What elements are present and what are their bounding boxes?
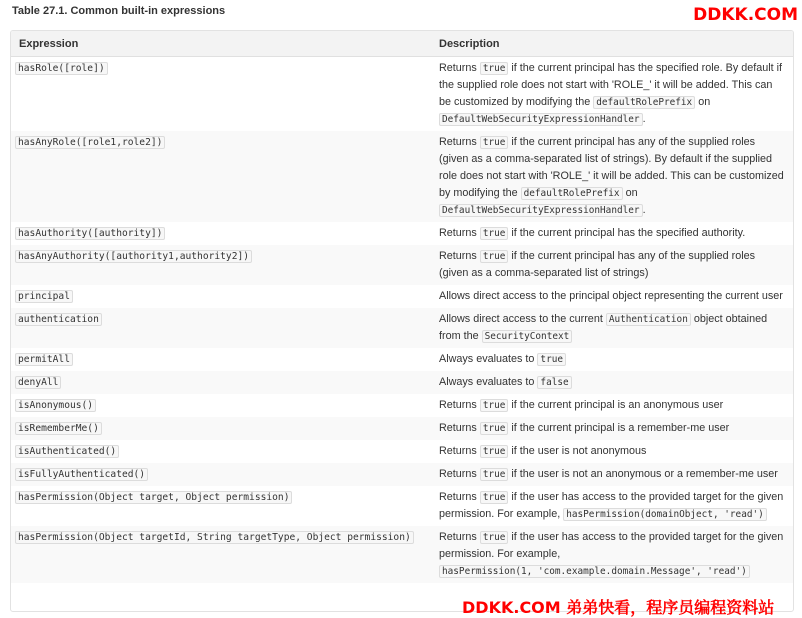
description-cell	[433, 417, 793, 440]
description-text: Returns	[439, 136, 480, 148]
inline-code: true	[480, 250, 509, 263]
description-text: Always evaluates to	[439, 353, 538, 365]
table-row	[11, 57, 793, 132]
inline-code: true	[480, 445, 509, 458]
description-text: if the user is not anonymous	[508, 445, 647, 457]
inline-code: true	[480, 468, 509, 481]
table-row	[11, 371, 793, 394]
table-row	[11, 463, 793, 486]
inline-code: true	[480, 531, 509, 544]
inline-code: hasPermission(domainObject, 'read')	[563, 508, 767, 521]
expression-cell	[11, 222, 433, 245]
description-text: Returns	[439, 445, 480, 457]
inline-code: defaultRolePrefix	[521, 187, 623, 200]
inline-code: false	[537, 376, 571, 389]
table-caption: Table 27.1. Common built-in expressions	[12, 5, 226, 17]
inline-code: DefaultWebSecurityExpressionHandler	[439, 204, 643, 217]
expression-code: principal	[15, 290, 73, 303]
expression-cell	[11, 486, 433, 526]
expression-cell	[11, 245, 433, 285]
inline-code: defaultRolePrefix	[593, 96, 695, 109]
expression-code: hasRole([role])	[15, 62, 108, 75]
description-text: on	[695, 96, 711, 108]
table-row	[11, 417, 793, 440]
table-row	[11, 245, 793, 285]
expression-code: authentication	[15, 313, 102, 326]
table-row	[11, 348, 793, 371]
inline-code: DefaultWebSecurityExpressionHandler	[439, 113, 643, 126]
expressions-table	[10, 30, 794, 612]
description-text: if the current principal has the specified role. By default if the supplied role does not start with 'ROLE_' it will be added. This can be customized by modifying the	[439, 62, 783, 108]
description-cell	[433, 526, 793, 583]
table-row	[11, 486, 793, 526]
description-text: Returns	[439, 422, 480, 434]
description-text: if the current principal has any of the supplied roles (given as a comma-separated list of strings). By default if the supplied role does not start with 'ROLE_' it will be added. This can be customized by modifying the	[439, 136, 784, 199]
inline-code: true	[480, 399, 509, 412]
expression-cell	[11, 285, 433, 308]
expression-cell	[11, 348, 433, 371]
expression-cell	[11, 131, 433, 222]
description-text: Allows direct access to the current	[439, 313, 606, 325]
description-text: .	[642, 113, 646, 125]
description-cell	[433, 440, 793, 463]
table-row	[11, 222, 793, 245]
description-text: object obtained from the	[439, 313, 768, 342]
expression-code: isAnonymous()	[15, 399, 96, 412]
watermark-bottom: DDKK.COM 弟弟快看，程序员编程资料站	[462, 598, 775, 617]
description-text: if the current principal has the specified authority.	[508, 227, 746, 239]
expression-code: denyAll	[15, 376, 61, 389]
description-text: Returns	[439, 491, 480, 503]
expression-code: hasPermission(Object target, Object permission)	[15, 491, 292, 504]
table-row	[11, 308, 793, 348]
expression-cell	[11, 463, 433, 486]
description-text: Always evaluates to	[439, 376, 538, 388]
inline-code: true	[537, 353, 566, 366]
expression-code: hasAuthority([authority])	[15, 227, 165, 240]
description-text: Returns	[439, 62, 480, 74]
inline-code: true	[480, 422, 509, 435]
inline-code: SecurityContext	[482, 330, 573, 343]
description-cell	[433, 348, 793, 371]
inline-code: true	[480, 136, 509, 149]
description-text: if the current principal is a remember-me user	[508, 422, 730, 434]
inline-code: true	[480, 62, 509, 75]
expression-cell	[11, 371, 433, 394]
description-text: Allows direct access to the principal object representing the current user	[439, 290, 783, 302]
expression-code: hasAnyAuthority([authority1,authority2])	[15, 250, 252, 263]
watermark-top: DDKK.COM	[693, 5, 798, 25]
description-text: Returns	[439, 399, 480, 411]
table-header-row	[11, 31, 793, 57]
description-cell	[433, 57, 793, 132]
description-cell	[433, 308, 793, 348]
expression-code: isRememberMe()	[15, 422, 102, 435]
expression-code: isFullyAuthenticated()	[15, 468, 148, 481]
description-cell	[433, 222, 793, 245]
expression-cell	[11, 57, 433, 132]
expression-cell	[11, 526, 433, 583]
expression-cell	[11, 308, 433, 348]
expression-code: permitAll	[15, 353, 73, 366]
description-text: .	[642, 204, 646, 216]
expression-code: hasPermission(Object targetId, String targetType, Object permission)	[15, 531, 414, 544]
table-row	[11, 394, 793, 417]
description-cell	[433, 245, 793, 285]
description-text: if the user has access to the provided target for the given permission. For example,	[439, 491, 784, 520]
description-cell	[433, 371, 793, 394]
table-row	[11, 131, 793, 222]
description-cell	[433, 463, 793, 486]
description-text: on	[622, 187, 638, 199]
expression-cell	[11, 417, 433, 440]
description-text: if the current principal has any of the supplied roles (given as a comma-separated list of strings)	[439, 250, 756, 279]
column-header-expression: Expression	[11, 31, 433, 57]
column-header-description: Description	[433, 31, 793, 57]
description-text: Returns	[439, 531, 480, 543]
description-text: Returns	[439, 227, 480, 239]
inline-code: hasPermission(1, 'com.example.domain.Message', 'read')	[439, 565, 750, 578]
table-row	[11, 526, 793, 583]
inline-code: Authentication	[606, 313, 691, 326]
inline-code: true	[480, 491, 509, 504]
description-text: if the user has access to the provided target for the given permission. For example,	[439, 531, 784, 560]
description-cell	[433, 131, 793, 222]
description-cell	[433, 285, 793, 308]
description-text: if the current principal is an anonymous user	[508, 399, 724, 411]
expression-code: isAuthenticated()	[15, 445, 119, 458]
description-text: Returns	[439, 250, 480, 262]
expression-cell	[11, 440, 433, 463]
description-cell	[433, 486, 793, 526]
expression-code: hasAnyRole([role1,role2])	[15, 136, 165, 149]
description-text: Returns	[439, 468, 480, 480]
inline-code: true	[480, 227, 509, 240]
description-cell	[433, 394, 793, 417]
description-text: if the user is not an anonymous or a remember-me user	[508, 468, 778, 480]
table-row	[11, 440, 793, 463]
table-row	[11, 285, 793, 308]
expression-cell	[11, 394, 433, 417]
